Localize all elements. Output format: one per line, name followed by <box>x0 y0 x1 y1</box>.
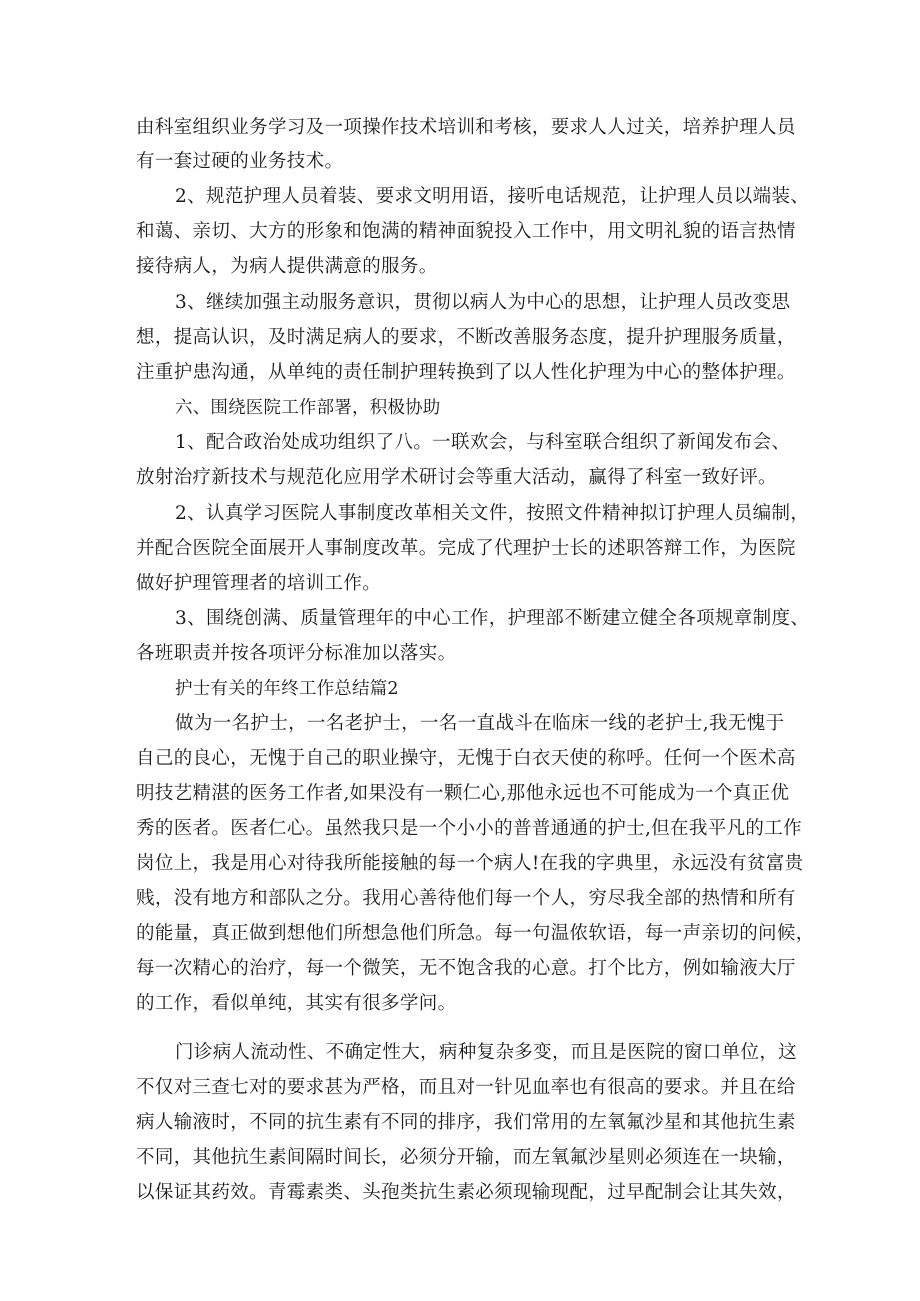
paragraph-line: 2、规范护理人员着装、要求文明用语，接听电话规范，让护理人员以端装、 <box>175 186 810 207</box>
paragraph-line: 不同，其他抗生素间隔时间长，必须分开输，而左氧氟沙星则必须连在一块输， <box>136 1147 796 1168</box>
paragraph-line: 的工作，看似单纯，其实有很多学问。 <box>136 993 457 1014</box>
paragraph-line: 接待病人，为病人提供满意的服务。 <box>136 256 438 277</box>
paragraph-line: 有一套过硬的业务技术。 <box>136 151 344 172</box>
paragraph-line: 的能量，真正做到想他们所想急他们所急。每一句温侬软语，每一声亲切的问候， <box>136 923 815 944</box>
paragraph-line: 以保证其药效。青霉素类、头孢类抗生素必须现输现配，过早配制会让其失效， <box>136 1182 796 1203</box>
paragraph-line: 并配合医院全面展开人事制度改革。完成了代理护士长的述职答辩工作，为医院 <box>136 538 796 559</box>
paragraph-line: 1、配合政治处成功组织了八。一联欢会，与科室联合组织了新闻发布会、 <box>175 432 791 453</box>
paragraph-line: 3、继续加强主动服务意识，贯彻以病人为中心的思想，让护理人员改变思 <box>175 292 791 313</box>
paragraph-line: 做为一名护士，一名老护士，一名一直战斗在临床一线的老护士,我无愧于 <box>175 713 785 734</box>
paragraph-line: 病人输液时，不同的抗生素有不同的排序，我们常用的左氧氟沙星和其他抗生素 <box>136 1112 796 1133</box>
section-heading: 六、围绕医院工作部署，积极协助 <box>175 398 441 418</box>
paragraph-line: 秀的医者。医者仁心。虽然我只是一个小小的普普通通的护士,但在我平凡的工作 <box>136 818 802 839</box>
section-heading: 护士有关的年终工作总结篇2 <box>175 679 399 699</box>
paragraph-line: 注重护患沟通，从单纯的责任制护理转换到了以人性化护理为中心的整体护理。 <box>136 362 796 383</box>
paragraph-line: 每一次精心的治疗，每一个微笑，无不饱含我的心意。打个比方，例如输液大厅 <box>136 958 796 979</box>
paragraph-line: 岗位上，我是用心对待我所能接触的每一个病人!在我的字典里，永远没有贫富贵 <box>136 853 804 874</box>
paragraph-line: 放射治疗新技术与规范化应用学术研讨会等重大活动，赢得了科室一致好评。 <box>136 467 777 488</box>
paragraph-line: 做好护理管理者的培训工作。 <box>136 573 382 594</box>
paragraph-line: 由科室组织业务学习及一项操作技术培训和考核，要求人人过关，培养护理人员 <box>136 117 796 138</box>
paragraph-line: 贱，没有地方和部队之分。我用心善待他们每一个人，穷尽我全部的热情和所有 <box>136 888 796 909</box>
paragraph-line: 自己的良心，无愧于自己的职业操守，无愧于白衣天使的称呼。任何一个医术高 <box>136 748 796 769</box>
paragraph-line: 门诊病人流动性、不确定性大，病种复杂多变，而且是医院的窗口单位，这 <box>175 1042 798 1063</box>
paragraph-line: 和蔼、亲切、大方的形象和饱满的精神面貌投入工作中，用文明礼貌的语言热情 <box>136 221 796 242</box>
paragraph-line: 各班职责并按各项评分标准加以落实。 <box>136 643 457 664</box>
paragraph-line: 想，提高认识，及时满足病人的要求，不断改善服务态度，提升护理服务质量， <box>136 327 796 348</box>
paragraph-line: 不仅对三查七对的要求甚为严格，而且对一针见血率也有很高的要求。并且在给 <box>136 1077 796 1098</box>
paragraph-line: 明技艺精湛的医务工作者,如果没有一颗仁心,那他永远也不可能成为一个真正优 <box>136 783 790 804</box>
paragraph-line: 2、认真学习医院人事制度改革相关文件，按照文件精神拟订护理人员编制， <box>175 503 810 524</box>
paragraph-line: 3、围绕创满、质量管理年的中心工作，护理部不断建立健全各项规章制度、 <box>175 608 810 629</box>
